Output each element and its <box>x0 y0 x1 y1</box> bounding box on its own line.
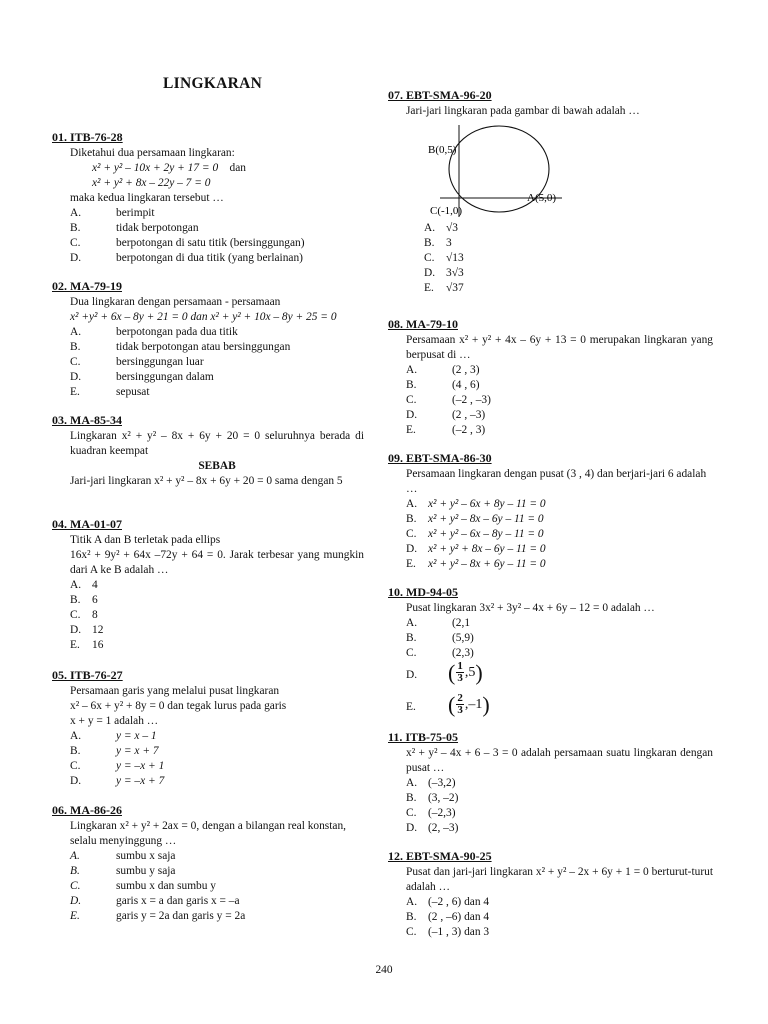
option-b[interactable]: B. x² + y² – 8x – 6y – 11 = 0 <box>406 513 544 525</box>
option-d[interactable]: D. (2 , –3) <box>406 409 486 421</box>
option-c[interactable]: C. bersinggungan luar <box>70 356 204 368</box>
option-b[interactable]: B. (3, –2) <box>406 792 459 804</box>
option-e[interactable]: E. √37 <box>424 282 464 294</box>
option-c[interactable]: C. (–1 , 3) dan 3 <box>406 926 490 938</box>
question-header: 04. MA-01-07 <box>52 517 122 531</box>
option-b[interactable]: B. tidak berpotongan atau bersinggungan <box>70 341 291 353</box>
option-c[interactable]: C. 8 <box>70 609 98 621</box>
option-a[interactable]: A. (–3,2) <box>406 777 456 789</box>
label-c: C(-1,0) <box>430 205 463 217</box>
question-03 <box>52 413 364 489</box>
question-text: Lingkaran x² + y² – 8x + 6y + 20 = 0 seluruhnya berada di kuadran keempat <box>70 430 364 457</box>
option-b[interactable]: B. 3 <box>424 237 452 249</box>
option-a[interactable]: A. √3 <box>424 222 458 234</box>
question-header: 11. ITB-75-05 <box>388 730 459 744</box>
option-a[interactable]: A. berimpit <box>70 207 155 219</box>
option-e[interactable]: E. x² + y² – 8x + 6y – 11 = 0 <box>406 558 546 570</box>
question-header: 06. MA-86-26 <box>52 803 122 817</box>
question-text: Dua lingkaran dengan persamaan - persamaan <box>70 296 281 308</box>
option-b[interactable]: B. (2 , –6) dan 4 <box>406 911 490 923</box>
question-text: Persamaan lingkaran dengan pusat (3 , 4) dan berjari-jari 6 adalah … <box>406 468 707 495</box>
question-02 <box>52 279 364 400</box>
option-d[interactable]: D. ( 1 3 ,5 ) <box>406 659 483 685</box>
option-e[interactable]: E. ( 2 3 ,–1 ) <box>406 691 490 717</box>
option-a[interactable]: A. x² + y² – 6x + 8y – 11 = 0 <box>406 498 546 510</box>
option-a[interactable]: A. 4 <box>70 579 98 591</box>
fraction-option-e: ( 2 3 ,–1 ) <box>448 691 490 717</box>
question-12 <box>388 849 713 940</box>
question-text: maka kedua lingkaran tersebut … <box>70 192 224 204</box>
page-number: 240 <box>375 964 393 976</box>
question-text: Pusat lingkaran 3x² + 3y² – 4x + 6y – 12 = 0 adalah … <box>406 602 655 614</box>
label-a: A(5,0) <box>527 192 557 204</box>
option-c[interactable]: C. (–2 , –3) <box>406 394 491 406</box>
option-a[interactable]: A. (2,1 <box>406 617 471 629</box>
option-c[interactable]: C. x² + y² – 6x – 8y – 11 = 0 <box>406 528 544 540</box>
question-header: 08. MA-79-10 <box>388 317 458 331</box>
equation-2: x² + y² + 8x – 22y – 7 = 0 <box>92 177 211 189</box>
question-header: 02. MA-79-19 <box>52 279 122 293</box>
question-11 <box>388 730 713 836</box>
circle-figure <box>414 121 584 221</box>
question-header: 01. ITB-76-28 <box>52 130 123 144</box>
option-d[interactable]: D. (2, –3) <box>406 822 459 834</box>
question-08 <box>388 317 713 438</box>
option-e[interactable]: E. (–2 , 3) <box>406 424 486 436</box>
page-title: LINGKARAN <box>163 75 263 92</box>
option-c[interactable]: C. berpotongan di satu titik (bersinggungan) <box>70 237 305 249</box>
option-e[interactable]: E. garis y = 2a dan garis y = 2a <box>70 910 246 922</box>
option-a[interactable]: A. sumbu x saja <box>70 850 176 862</box>
label-b: B(0,5) <box>428 144 457 156</box>
question-text: x² + y² – 4x + 6 – 3 = 0 adalah persamaan suatu lingkaran dengan pusat … <box>406 747 713 774</box>
question-text: x + y = 1 adalah … <box>70 715 159 727</box>
option-a[interactable]: A. (2 , 3) <box>406 364 480 376</box>
option-d[interactable]: D. berpotongan di dua titik (yang berlainan) <box>70 252 303 264</box>
option-b[interactable]: B. y = x + 7 <box>70 745 159 757</box>
option-c[interactable]: C. (2,3) <box>406 647 474 659</box>
question-text: x² – 6x + y² + 8y = 0 dan tegak lurus pada garis <box>70 700 287 712</box>
option-d[interactable]: D. x² + y² + 8x – 6y – 11 = 0 <box>406 543 546 555</box>
option-e[interactable]: E. 16 <box>70 639 104 651</box>
option-b[interactable]: B. 6 <box>70 594 98 606</box>
question-text: Diketahui dua persamaan lingkaran: <box>70 147 235 159</box>
option-c[interactable]: C. (–2,3) <box>406 807 456 819</box>
option-a[interactable]: A. (–2 , 6) dan 4 <box>406 896 490 908</box>
question-header: 10. MD-94-05 <box>388 585 458 599</box>
question-header: 05. ITB-76-27 <box>52 668 123 682</box>
option-b[interactable]: B. tidak berpotongan <box>70 222 199 234</box>
fraction-option-d: ( 1 3 ,5 ) <box>448 659 483 685</box>
question-01 <box>52 130 364 266</box>
option-c[interactable]: C. √13 <box>424 252 464 264</box>
option-e[interactable]: E. sepusat <box>70 386 150 398</box>
question-text: Jari-jari lingkaran x² + y² – 8x + 6y + 20 = 0 sama dengan 5 <box>70 475 343 487</box>
option-a[interactable]: A. berpotongan pada dua titik <box>70 326 238 338</box>
option-a[interactable]: A. y = x – 1 <box>70 730 157 742</box>
question-05 <box>52 668 364 789</box>
question-06 <box>52 803 364 924</box>
option-b[interactable]: B. (5,9) <box>406 632 474 644</box>
option-b[interactable]: B. sumbu y saja <box>70 865 176 877</box>
option-d[interactable]: D. bersinggungan dalam <box>70 371 214 383</box>
question-04 <box>52 517 364 653</box>
option-c[interactable]: C. sumbu x dan sumbu y <box>70 880 216 892</box>
question-07 <box>388 88 713 296</box>
equation-1: x² + y² – 10x + 2y + 17 = 0 <box>92 162 219 174</box>
option-d[interactable]: D. 3√3 <box>424 267 464 279</box>
question-header: 09. EBT-SMA-86-30 <box>388 451 492 465</box>
question-text: Persamaan x² + y² + 4x – 6y + 13 = 0 merupakan lingkaran yang berpusat di … <box>406 334 713 361</box>
option-c[interactable]: C. y = –x + 1 <box>70 760 165 772</box>
question-09 <box>388 451 713 572</box>
equation: x² +y² + 6x – 8y + 21 = 0 dan x² + y² + 10x – 8y + 25 = 0 <box>70 311 337 323</box>
conjunction: dan <box>229 162 246 174</box>
question-text: Lingkaran x² + y² + 2ax = 0, dengan a bilangan real konstan, selalu menyinggung … <box>70 820 346 847</box>
question-header: 03. MA-85-34 <box>52 413 122 427</box>
option-b[interactable]: B. (4 , 6) <box>406 379 480 391</box>
question-text: Titik A dan B terletak pada ellips <box>70 534 221 546</box>
question-text: Persamaan garis yang melalui pusat lingkaran <box>70 685 280 697</box>
question-text: 16x² + 9y² + 64x –72y + 64 = 0. Jarak terbesar yang mungkin dari A ke B adalah … <box>70 549 364 576</box>
question-10 <box>388 585 713 723</box>
question-text: Jari-jari lingkaran pada gambar di bawah adalah … <box>406 105 640 117</box>
option-d[interactable]: D. garis x = a dan garis x = –a <box>70 895 240 907</box>
question-header: 12. EBT-SMA-90-25 <box>388 849 492 863</box>
question-header: 07. EBT-SMA-96-20 <box>388 88 492 102</box>
option-d[interactable]: D. 12 <box>70 624 104 636</box>
question-text: Pusat dan jari-jari lingkaran x² + y² – 2x + 6y + 1 = 0 berturut-turut adalah … <box>406 866 713 893</box>
sebab-label: SEBAB <box>198 460 236 472</box>
option-d[interactable]: D. y = –x + 7 <box>70 775 165 787</box>
